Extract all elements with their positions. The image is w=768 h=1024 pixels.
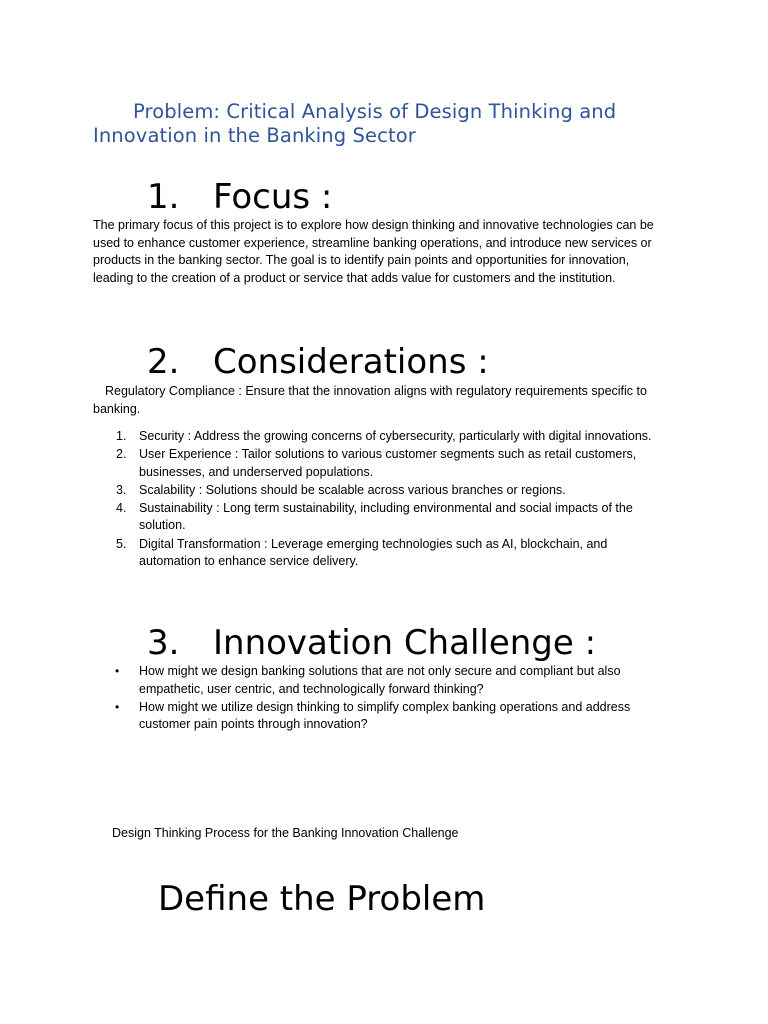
list-item-text: Sustainability : Long term sustainability, including environmental and social impacts of the solution. <box>139 500 633 533</box>
document-title: Problem: Critical Analysis of Design Thinking and Innovation in the Banking Sector <box>93 100 617 147</box>
list-item <box>93 663 668 698</box>
process-caption: Design Thinking Process for the Banking Innovation Challenge <box>112 826 459 840</box>
list-number: 2. <box>116 447 127 462</box>
list-item-text: Scalability : Solutions should be scalable across various branches or regions. <box>139 482 566 497</box>
focus-paragraph: The primary focus of this project is to explore how design thinking and innovative technologies can be used to enhance customer experience, streamline banking operations, and introduce new services or products in the banking sector. The goal is to identify pain points and opportunities for innovation, leading to the creation of a product or service that adds value for customers and the institution. <box>93 218 654 285</box>
list-number: 5. <box>116 536 127 551</box>
list-item <box>93 500 668 535</box>
list-item-text: How might we utilize design thinking to simplify complex banking operations and address customer pain points through innovation? <box>139 699 631 732</box>
section-number: 2. <box>147 342 180 382</box>
list-item <box>93 482 668 500</box>
section-title: Considerations : <box>213 342 489 382</box>
section-title: Focus : <box>213 177 333 217</box>
list-item-text: Digital Transformation : Leverage emerging technologies such as AI, blockchain, and automation to enhance service delivery. <box>139 536 608 569</box>
section-number: 3. <box>147 623 180 663</box>
define-problem-heading: Define the Problem <box>158 879 486 919</box>
list-number: 4. <box>116 500 127 515</box>
bullet-icon: • <box>115 664 120 678</box>
list-item <box>93 428 668 446</box>
list-item <box>93 446 668 481</box>
bullet-icon: • <box>115 699 120 714</box>
list-item-text: How might we design banking solutions that are not only secure and compliant but also empathetic, user centric, and technologically forward thinking? <box>139 664 621 696</box>
section-heading-considerations <box>147 342 489 382</box>
list-item-text: Security : Address the growing concerns of cybersecurity, particularly with digital innovations. <box>139 429 652 443</box>
section-number: 1. <box>147 177 180 217</box>
list-item <box>93 536 668 571</box>
list-number: 3. <box>116 482 127 497</box>
section-heading-focus <box>147 177 332 217</box>
innovation-challenge-list <box>93 663 668 734</box>
list-number: 1. <box>116 429 127 443</box>
considerations-list <box>93 428 668 571</box>
regulatory-compliance-paragraph: Regulatory Compliance : Ensure that the innovation aligns with regulatory requirements specific to banking. <box>93 384 647 416</box>
list-item <box>93 699 668 734</box>
section-title: Innovation Challenge : <box>213 623 597 663</box>
list-item-text: User Experience : Tailor solutions to various customer segments such as retail customers, businesses, and underserved populations. <box>139 447 637 479</box>
section-heading-innovation-challenge <box>147 623 596 663</box>
